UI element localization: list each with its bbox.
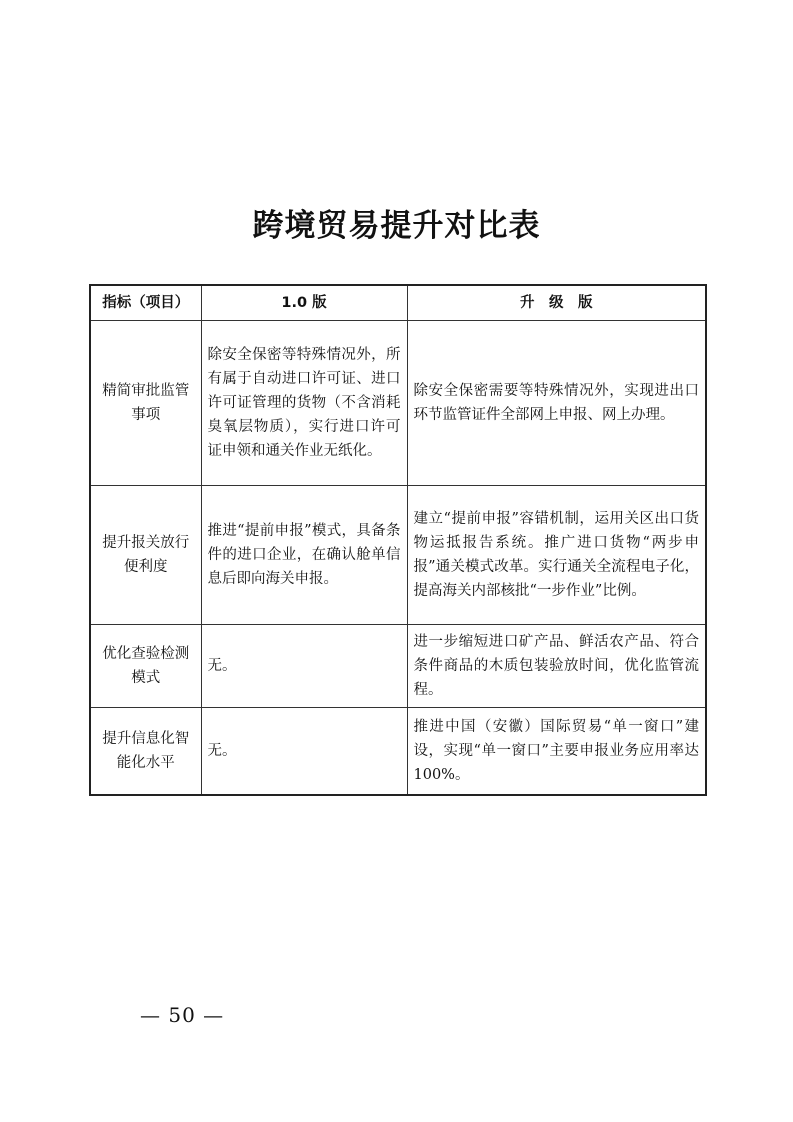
page-number: — 50 — <box>140 1003 225 1027</box>
row-upgrade-text: 推进中国（安徽）国际贸易“单一窗口”建设，实现“单一窗口”主要申报业务应用率达 100%。 <box>407 708 706 796</box>
comparison-table <box>89 284 707 796</box>
table-row <box>90 708 706 796</box>
table-header-row <box>90 285 706 321</box>
table-row <box>90 625 706 708</box>
row-v1-text: 无。 <box>201 708 407 796</box>
row-item-label: 提升报关放行便利度 <box>90 486 201 625</box>
header-upgrade: 升 级 版 <box>407 285 706 321</box>
row-v1-text: 除安全保密等特殊情况外，所有属于自动进口许可证、进口许可证管理的货物（不含消耗臭氧层物质），实行进口许可证申领和通关作业无纸化。 <box>201 321 407 486</box>
row-upgrade-text: 除安全保密需要等特殊情况外，实现进出口环节监管证件全部网上申报、网上办理。 <box>407 321 706 486</box>
row-upgrade-text: 建立“提前申报”容错机制，运用关区出口货物运抵报告系统。推广进口货物“两步申报”通关模式改革。实行通关全流程电子化，提高海关内部核批“一步作业”比例。 <box>407 486 706 625</box>
row-item-label: 优化查验检测模式 <box>90 625 201 708</box>
table-row <box>90 486 706 625</box>
row-v1-text: 推进“提前申报”模式，具备条件的进口企业，在确认舱单信息后即向海关申报。 <box>201 486 407 625</box>
row-v1-text: 无。 <box>201 625 407 708</box>
header-item: 指标（项目） <box>90 285 201 321</box>
row-item-label: 提升信息化智能化水平 <box>90 708 201 796</box>
row-item-label: 精简审批监管事项 <box>90 321 201 486</box>
page-title: 跨境贸易提升对比表 <box>252 208 541 244</box>
table-row <box>90 321 706 486</box>
row-upgrade-text: 进一步缩短进口矿产品、鲜活农产品、符合条件商品的木质包装验放时间，优化监管流程。 <box>407 625 706 708</box>
header-version-1: 1.0 版 <box>201 285 407 321</box>
